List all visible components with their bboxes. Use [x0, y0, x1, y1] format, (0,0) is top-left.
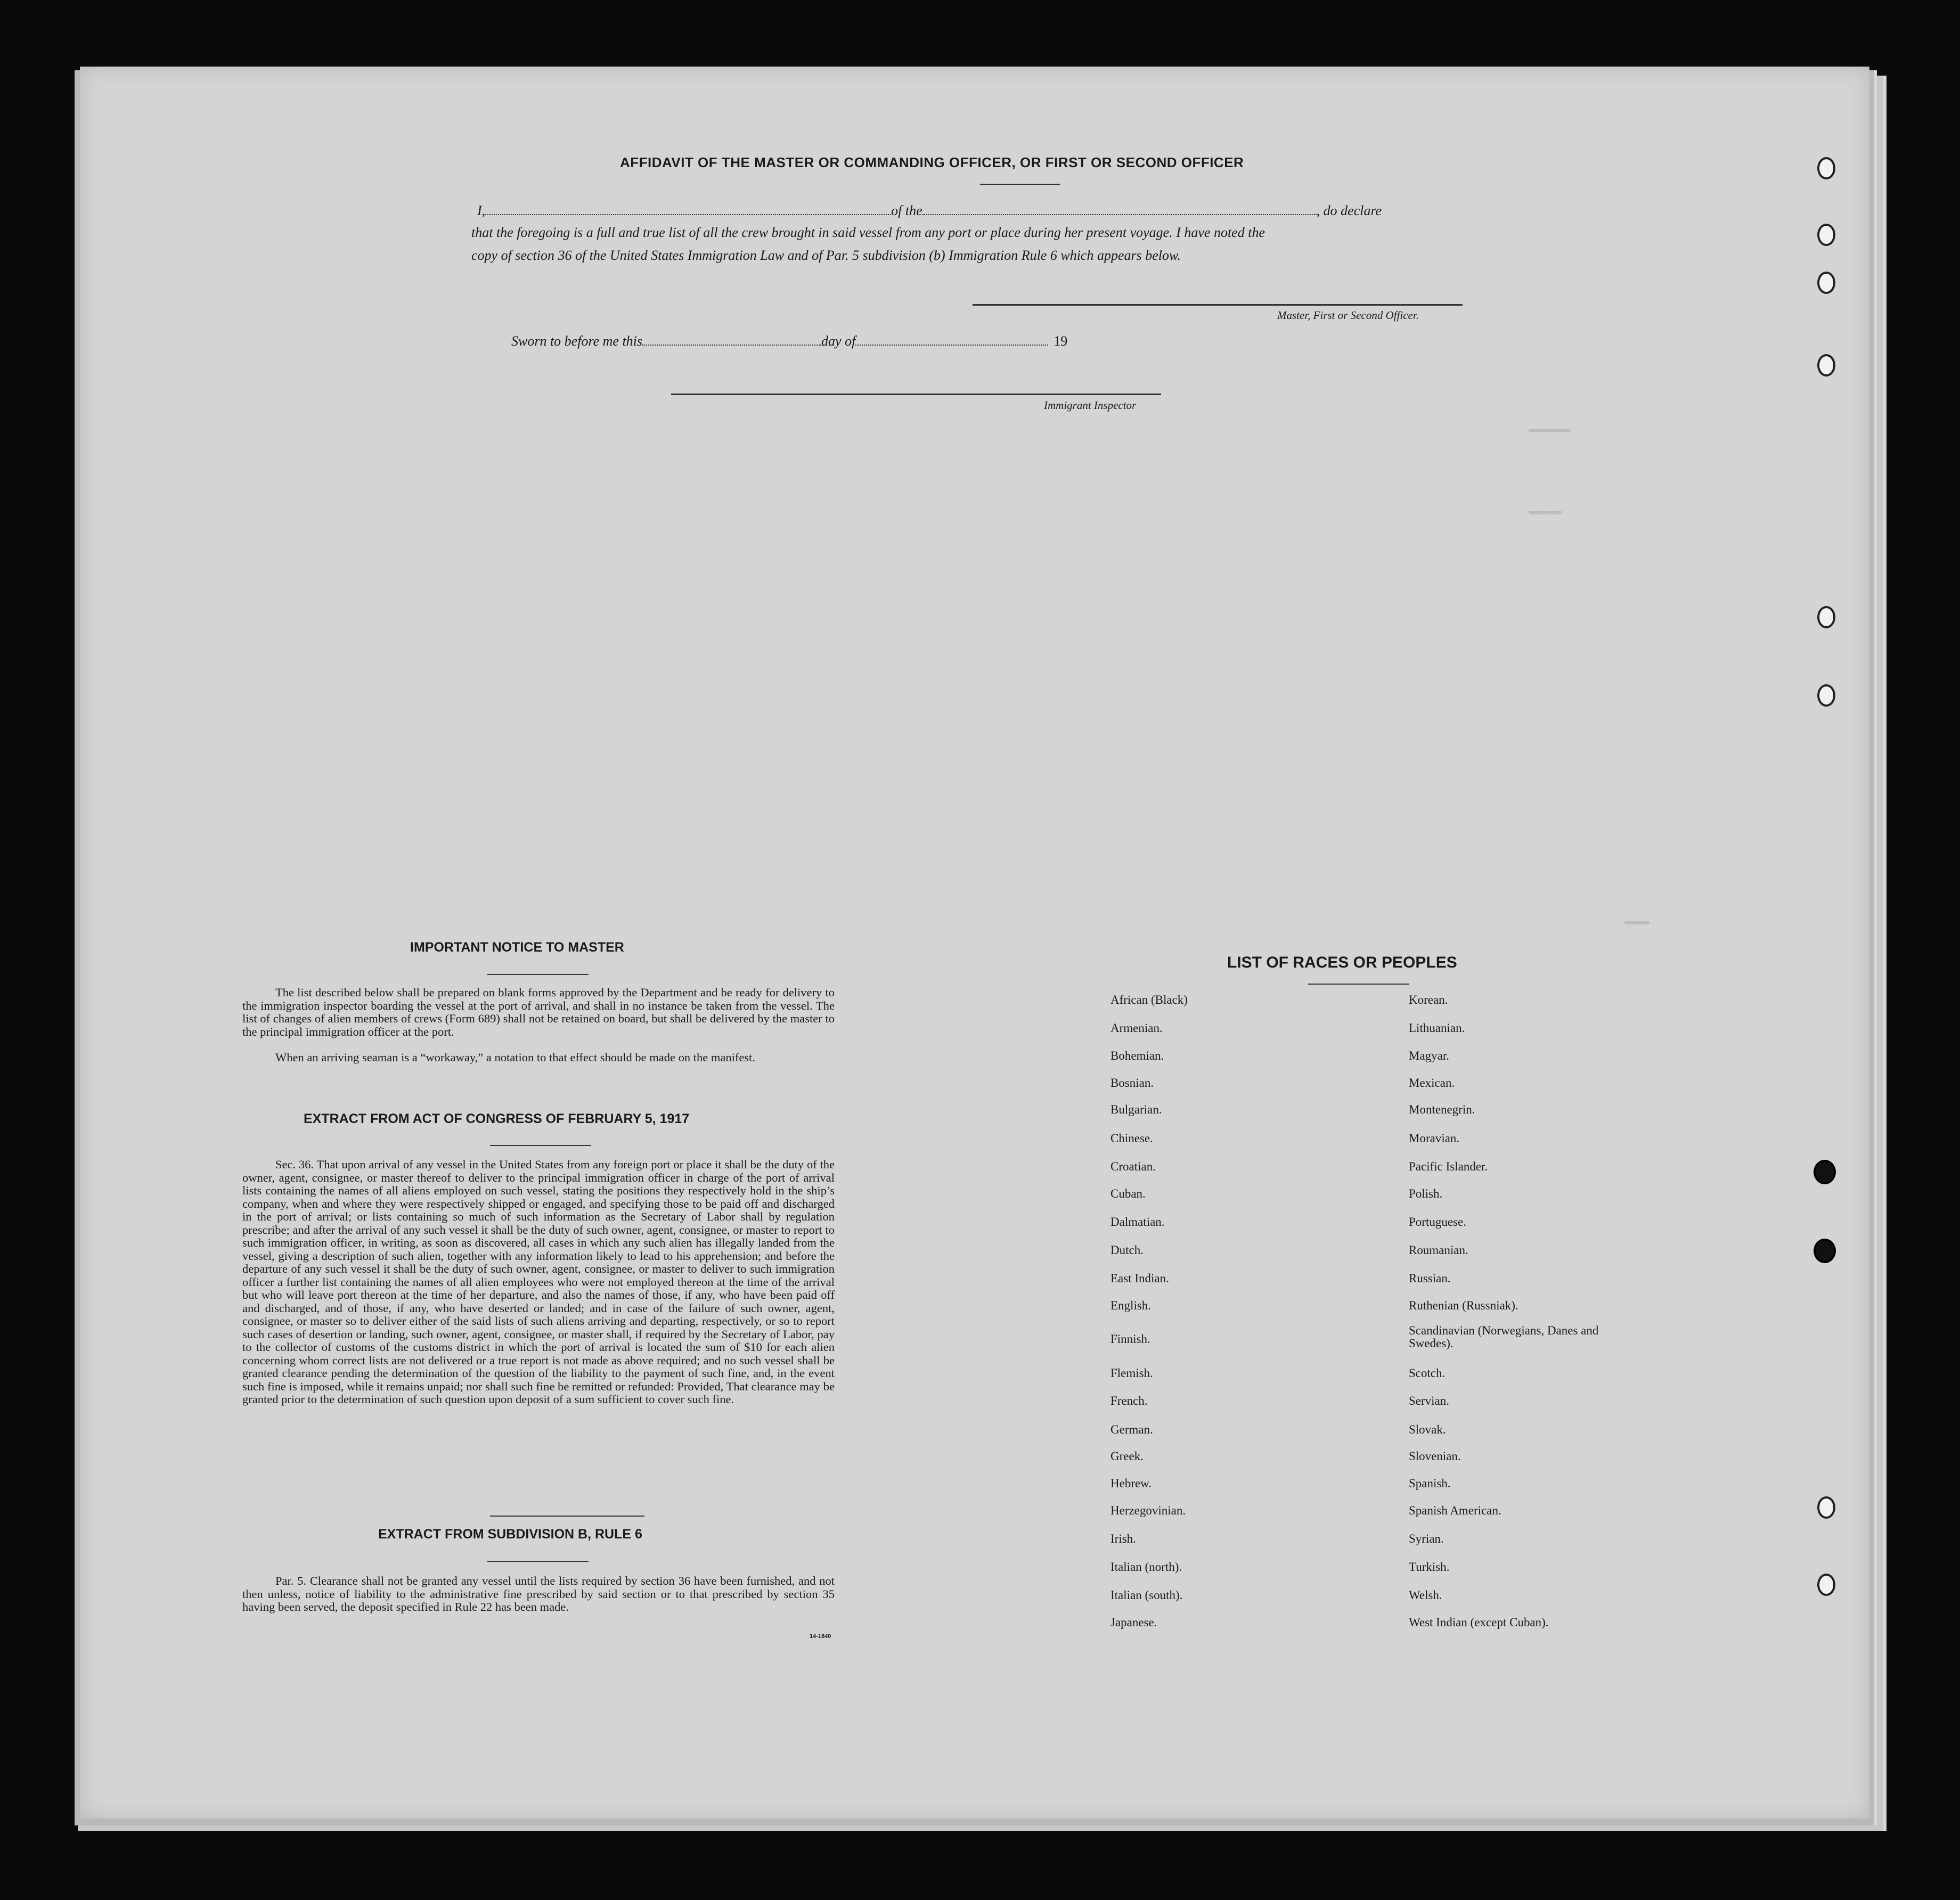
race-item-right: Pacific Islander.: [1409, 1160, 1488, 1173]
race-item-left: Irish.: [1110, 1532, 1136, 1545]
extract-rule-text: Par. 5. Clearance shall not be granted any vessel until the lists required by section 36 have been furnished, and not then unless, notice of liability to the administrative fine prescribed by said section or to that prescribed by section 35 having been served, the deposit specified in Rule 22 has been made.: [242, 1574, 835, 1614]
race-item-left: Japanese.: [1110, 1616, 1157, 1629]
race-item-right: Mexican.: [1409, 1076, 1455, 1090]
race-item-right: Scandinavian (Norwegians, Danes and Swedes).: [1409, 1324, 1599, 1350]
name-field[interactable]: [485, 202, 891, 215]
affidavit-line-3: copy of section 36 of the United States Immigration Law and of Par. 5 subdivision (b) Immigration Rule 6 which appears below.: [471, 248, 1181, 263]
race-item-right: Roumanian.: [1409, 1243, 1468, 1257]
race-item-left: Bulgarian.: [1110, 1103, 1162, 1116]
race-item-right: Magyar.: [1409, 1049, 1450, 1062]
race-item-left: East Indian.: [1110, 1272, 1169, 1285]
label-do-declare: , do declare: [1316, 203, 1382, 218]
divider: [487, 974, 589, 975]
binder-hole-icon: [1817, 157, 1835, 179]
extract-act-title: EXTRACT FROM ACT OF CONGRESS OF FEBRUARY 5, 1917: [304, 1111, 690, 1126]
notice-paragraph-1: The list described below shall be prepared on blank forms approved by the Department and be ready for delivery to the immigration inspector boarding the vessel at the port of arrival, and shall in no instance be taken from the vessel. The list of changes of alien members of crews (Form 689) shall not be retained on board, but shall be delivered by the master to the principal immigration officer at the port.: [242, 986, 835, 1038]
race-item-right: Montenegrin.: [1409, 1103, 1475, 1116]
extract-rule-title: EXTRACT FROM SUBDIVISION B, RULE 6: [378, 1527, 642, 1542]
affidavit-title: AFFIDAVIT OF THE MASTER OR COMMANDING OFFICER, OR FIRST OR SECOND OFFICER: [620, 154, 1244, 170]
race-item-right: Korean.: [1409, 993, 1448, 1006]
label-day-of: day of: [821, 333, 856, 349]
race-item-left: Dalmatian.: [1110, 1215, 1165, 1229]
binder-hole-icon: [1814, 1239, 1836, 1263]
notice-title: IMPORTANT NOTICE TO MASTER: [410, 940, 624, 955]
binder-hole-icon: [1817, 606, 1835, 628]
sworn-day-field[interactable]: [642, 333, 821, 346]
bleed-through-mark: ▬▬▬▬: [1529, 503, 1562, 519]
binder-hole-icon: [1814, 1160, 1836, 1184]
binder-hole-icon: [1817, 354, 1835, 376]
form-number: 14-1840: [810, 1633, 831, 1640]
vessel-field[interactable]: [922, 202, 1317, 215]
manifest-page: [80, 67, 1869, 1819]
master-signature-line[interactable]: [973, 304, 1463, 306]
race-item-right: Slovenian.: [1409, 1449, 1461, 1463]
label-year-prefix: 19: [1054, 333, 1068, 349]
binder-hole-icon: [1817, 1496, 1835, 1519]
race-item-left: Flemish.: [1110, 1366, 1153, 1380]
race-item-left: Dutch.: [1110, 1243, 1144, 1257]
notice-paragraph-2: When an arriving seaman is a “workaway,” a notation to that effect should be made on the manifest.: [275, 1051, 755, 1064]
race-item-right: West Indian (except Cuban).: [1409, 1616, 1549, 1629]
race-item-right: Moravian.: [1409, 1132, 1460, 1145]
binder-hole-icon: [1817, 224, 1835, 246]
race-item-right: Ruthenian (Russniak).: [1409, 1299, 1518, 1312]
race-item-left: Greek.: [1110, 1449, 1144, 1463]
binder-hole-icon: [1817, 1574, 1835, 1596]
sworn-month-field[interactable]: [855, 333, 1048, 346]
races-title: LIST OF RACES OR PEOPLES: [1227, 954, 1457, 971]
divider: [980, 184, 1060, 185]
divider: [487, 1561, 589, 1562]
race-item-right: Polish.: [1409, 1187, 1443, 1200]
extract-act-text: Sec. 36. That upon arrival of any vessel in the United States from any foreign port or place it shall be the duty of the owner, agent, consignee, or master thereof to deliver to the principal immigration officer in charge of the port of arrival lists containing the names of all aliens employed on such vessel, stating the positions they respectively hold in the ship’s company, when and where they were respectively shipped or engaged, and specifying those to be paid off and discharged in the port of arrival; or lists containing so much of such information as the Secretary of Labor shall by regulation prescribe; and after the arrival of any such vessel it shall be the duty of such owner, agent, consignee, or master to report to such immigration officer, in writing, as soon as discovered, all cases in which any such alien has illegally landed from the vessel, giving a description of such alien, together with any information likely to lead to his apprehension; and before the departure of any such vessel it shall be the duty of such owner, agent, consignee, or master to deliver to such immigration officer a further list containing the names of all alien employees who were not employed thereon at the time of the arrival but who will leave port thereon at the time of her departure, and also the names of those, if any, who have been paid off and discharged, and of those, if any, who have deserted or landed; and in case of the failure of such owner, agent, consignee, or master so to deliver either of the said lists of such aliens arriving and departing, respectively, or so to report such cases of desertion or landing, such owner, agent, consignee, or master shall, if required by the Secretary of Labor, pay to the collector of customs of the customs district in which the port of arrival is located the sum of $10 for each alien concerning whom correct lists are not delivered or a true report is not made as above required; and no such vessel shall be granted clearance pending the determination of the question of the liability to the payment of such fine, and, in the event such fine is imposed, while it remains unpaid; nor shall such fine be remitted or refunded: Provided, That clearance may be granted prior to the determination of such question upon deposit of a sum sufficient to cover such fine.: [242, 1158, 835, 1406]
race-item-right: Scotch.: [1409, 1366, 1446, 1380]
inspector-signature-line[interactable]: [671, 394, 1161, 395]
race-item-right: Lithuanian.: [1409, 1021, 1465, 1035]
race-item-left: Italian (south).: [1110, 1588, 1183, 1602]
race-item-right: Turkish.: [1409, 1560, 1450, 1574]
race-item-right: Portuguese.: [1409, 1215, 1466, 1229]
affidavit-declaration-line: [477, 202, 1548, 219]
race-item-right: Spanish American.: [1409, 1504, 1501, 1517]
label-of-the: of the: [891, 203, 922, 218]
label-i: I,: [477, 203, 486, 218]
affidavit-line-2: that the foregoing is a full and true list of all the crew brought in said vessel from any port or place during her present voyage. I have noted the: [471, 225, 1265, 240]
binder-hole-icon: [1817, 272, 1835, 294]
race-item-left: Armenian.: [1110, 1021, 1163, 1035]
race-item-right: Welsh.: [1409, 1588, 1442, 1602]
inspector-signature-label: Immigrant Inspector: [1044, 399, 1137, 412]
race-item-right: Spanish.: [1409, 1477, 1451, 1490]
divider: [1308, 984, 1409, 985]
race-item-left: German.: [1110, 1423, 1153, 1436]
label-sworn: Sworn to before me this: [511, 333, 643, 349]
race-item-right: Russian.: [1409, 1272, 1451, 1285]
race-item-left: Herzegovinian.: [1110, 1504, 1186, 1517]
race-item-right: Servian.: [1409, 1394, 1450, 1407]
race-item-left: Chinese.: [1110, 1132, 1153, 1145]
sworn-line: [511, 333, 1067, 349]
race-item-left: Bosnian.: [1110, 1076, 1154, 1090]
race-item-left: Hebrew.: [1110, 1477, 1152, 1490]
master-signature-label: Master, First or Second Officer.: [1277, 309, 1419, 322]
divider: [490, 1516, 644, 1517]
divider: [490, 1145, 591, 1146]
race-item-left: Croatian.: [1110, 1160, 1156, 1173]
bleed-through-mark: ▬▬▬: [1624, 913, 1649, 929]
race-item-left: Bohemian.: [1110, 1049, 1164, 1062]
race-item-left: French.: [1110, 1394, 1148, 1407]
binder-hole-icon: [1817, 684, 1835, 707]
race-item-left: English.: [1110, 1299, 1152, 1312]
race-item-left: Italian (north).: [1110, 1560, 1182, 1574]
race-item-left: African (Black): [1110, 993, 1188, 1006]
race-item-right: Slovak.: [1409, 1423, 1446, 1436]
race-item-right: Syrian.: [1409, 1532, 1444, 1545]
race-item-left: Cuban.: [1110, 1187, 1146, 1200]
race-item-left: Finnish.: [1110, 1332, 1150, 1346]
bleed-through-mark: ▬▬▬▬▬: [1529, 421, 1571, 437]
